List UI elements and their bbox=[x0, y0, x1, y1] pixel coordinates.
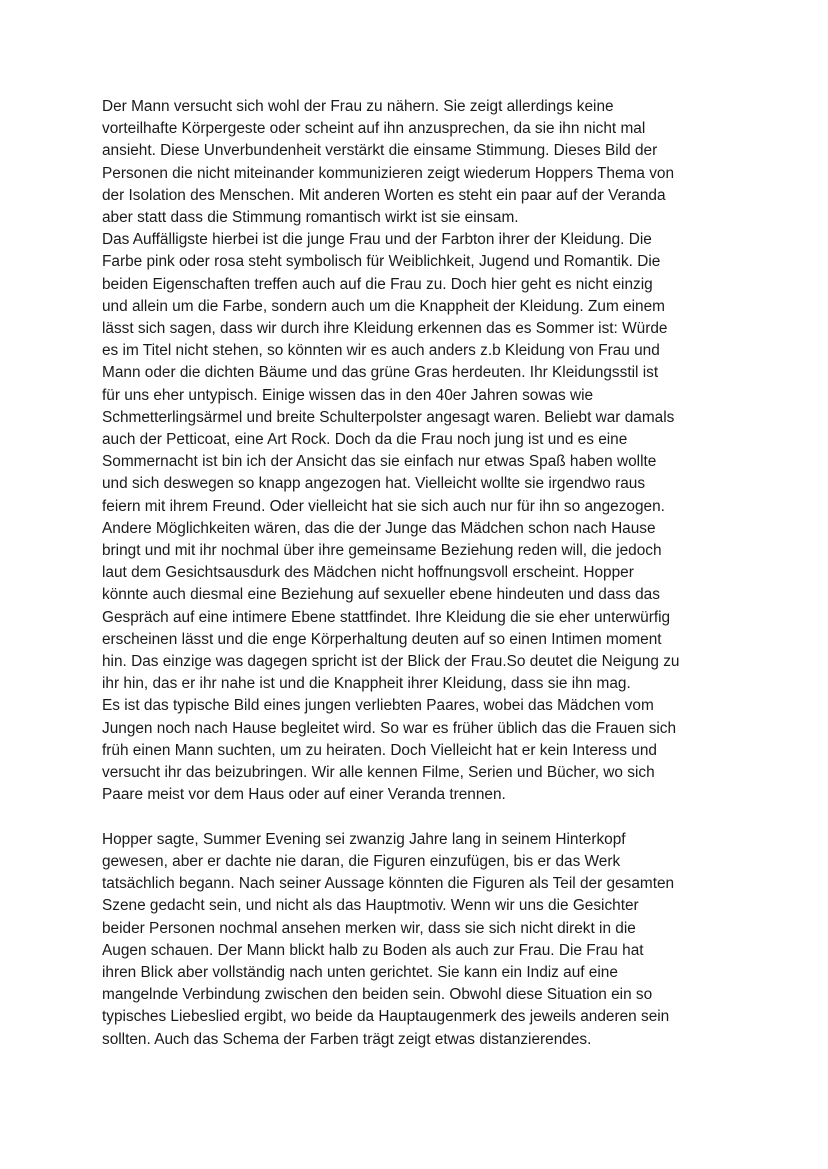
text-line: lässt sich sagen, dass wir durch ihre Kleidung erkennen das es Sommer ist: Würde bbox=[102, 320, 668, 338]
text-line: typisches Liebeslied ergibt, wo beide da Hauptaugenmerk des jeweils anderen sein bbox=[102, 1008, 670, 1026]
text-line: Der Mann versucht sich wohl der Frau zu nähern. Sie zeigt allerdings keine bbox=[102, 98, 614, 115]
text-line: ihren Blick aber vollständig nach unten gerichtet. Sie kann ein Indiz auf eine bbox=[102, 963, 618, 981]
text-line: Sommernacht ist bin ich der Ansicht das sie einfach nur etwas Spaß haben wollte bbox=[102, 453, 657, 471]
text-line: Mann oder die dichten Bäume und das grüne Gras herdeuten. Ihr Kleidungsstil ist bbox=[102, 364, 659, 382]
text-line: ihr hin, das er ihr nahe ist und die Knappheit ihrer Kleidung, dass sie ihn mag. bbox=[102, 675, 631, 693]
paragraph-2 bbox=[102, 829, 742, 1051]
text-line: laut dem Gesichtsausdurk des Mädchen nicht hoffnungsvoll erscheint. Hopper bbox=[102, 564, 634, 582]
text-line: Szene gedacht sein, und nicht als das Hauptmotiv. Wenn wir uns die Gesichter bbox=[102, 897, 639, 915]
text-line: tatsächlich begann. Nach seiner Aussage könnten die Figuren als Teil der gesamten bbox=[102, 875, 675, 893]
text-line: versucht ihr das beizubringen. Wir alle kennen Filme, Serien und Bücher, wo sich bbox=[102, 764, 655, 782]
text-line: es im Titel nicht stehen, so könnten wir es auch anders z.b Kleidung von Frau und bbox=[102, 342, 660, 360]
text-line: Jungen noch nach Hause begleitet wird. So war es früher üblich das die Frauen sich bbox=[102, 719, 677, 737]
text-line: Paare meist vor dem Haus oder auf einer Veranda trennen. bbox=[102, 786, 506, 804]
text-line: beiden Eigenschaften treffen auch auf die Frau zu. Doch hier geht es nicht einzig bbox=[102, 275, 653, 293]
text-line: Es ist das typische Bild eines jungen verliebten Paares, wobei das Mädchen vom bbox=[102, 697, 654, 715]
text-line: gewesen, aber er dachte nie daran, die Figuren einzufügen, bis er das Werk bbox=[102, 852, 621, 870]
text-line: sollten. Auch das Schema der Farben trägt zeigt etwas distanzierendes. bbox=[102, 1030, 592, 1048]
text-line: und allein um die Farbe, sondern auch um die Knappheit der Kleidung. Zum einem bbox=[102, 297, 665, 315]
text-line: erscheinen lässt und die enge Körperhaltung deuten auf so einen Intimen moment bbox=[102, 630, 662, 648]
text-line: Farbe pink oder rosa steht symbolisch für Weiblichkeit, Jugend und Romantik. Die bbox=[102, 253, 661, 271]
text-line: Hopper sagte, Summer Evening sei zwanzig Jahre lang in seinem Hinterkopf bbox=[102, 830, 626, 848]
text-line: Schmetterlingsärmel und breite Schulterpolster angesagt waren. Beliebt war damals bbox=[102, 408, 675, 426]
text-line: Das Auffälligste hierbei ist die junge Frau und der Farbton ihrer der Kleidung. Die bbox=[102, 231, 652, 249]
text-line: aber statt dass die Stimmung romantisch wirkt ist sie einsam. bbox=[102, 209, 519, 227]
text-line: feiern mit ihrem Freund. Oder vielleicht hat sie sich auch nur für ihn so angezogen. bbox=[102, 497, 665, 515]
text-line: Augen schauen. Der Mann blickt halb zu Boden als auch zur Frau. Die Frau hat bbox=[102, 941, 644, 959]
text-line: für uns eher untypisch. Einige wissen das in den 40er Jahren sowas wie bbox=[102, 386, 594, 404]
text-line: mangelnde Verbindung zwischen den beiden sein. Obwohl diese Situation ein so bbox=[102, 986, 653, 1004]
text-line: früh einen Mann suchten, um zu heiraten. Doch Vielleicht hat er kein Interess und bbox=[102, 741, 657, 759]
text-line: der Isolation des Menschen. Mit anderen Worten es steht ein paar auf der Veranda bbox=[102, 186, 666, 204]
text-line: Personen die nicht miteinander kommunizieren zeigt wiederum Hoppers Thema von bbox=[102, 164, 675, 182]
text-line: beider Personen nochmal ansehen merken wir, dass sie sich nicht direkt in die bbox=[102, 919, 636, 937]
text-line: vorteilhafte Körpergeste oder scheint auf ihn anzusprechen, da sie ihn nicht mal bbox=[102, 120, 646, 138]
text-line: Gespräch auf eine intimere Ebene stattfindet. Ihre Kleidung die sie eher unterwürfig bbox=[102, 608, 671, 626]
text-line: ansieht. Diese Unverbundenheit verstärkt die einsame Stimmung. Dieses Bild der bbox=[102, 142, 658, 160]
document-body bbox=[102, 96, 742, 1051]
text-line: hin. Das einzige was dagegen spricht ist der Blick der Frau.So deutet die Neigung zu bbox=[102, 653, 680, 671]
text-line: bringt und mit ihr nochmal über ihre gemeinsame Beziehung reden will, die jedoch bbox=[102, 542, 662, 560]
text-line: und sich deswegen so knapp angezogen hat. Vielleicht wollte sie irgendwo raus bbox=[102, 475, 646, 493]
text-line: Andere Möglichkeiten wären, das die der Junge das Mädchen schon nach Hause bbox=[102, 519, 656, 537]
paragraph-spacer bbox=[102, 807, 742, 829]
text-line: auch der Petticoat, eine Art Rock. Doch da die Frau noch jung ist und es eine bbox=[102, 431, 628, 449]
text-line: könnte auch diesmal eine Beziehung auf sexueller ebene hindeuten und dass das bbox=[102, 586, 660, 604]
paragraph-1 bbox=[102, 96, 742, 807]
